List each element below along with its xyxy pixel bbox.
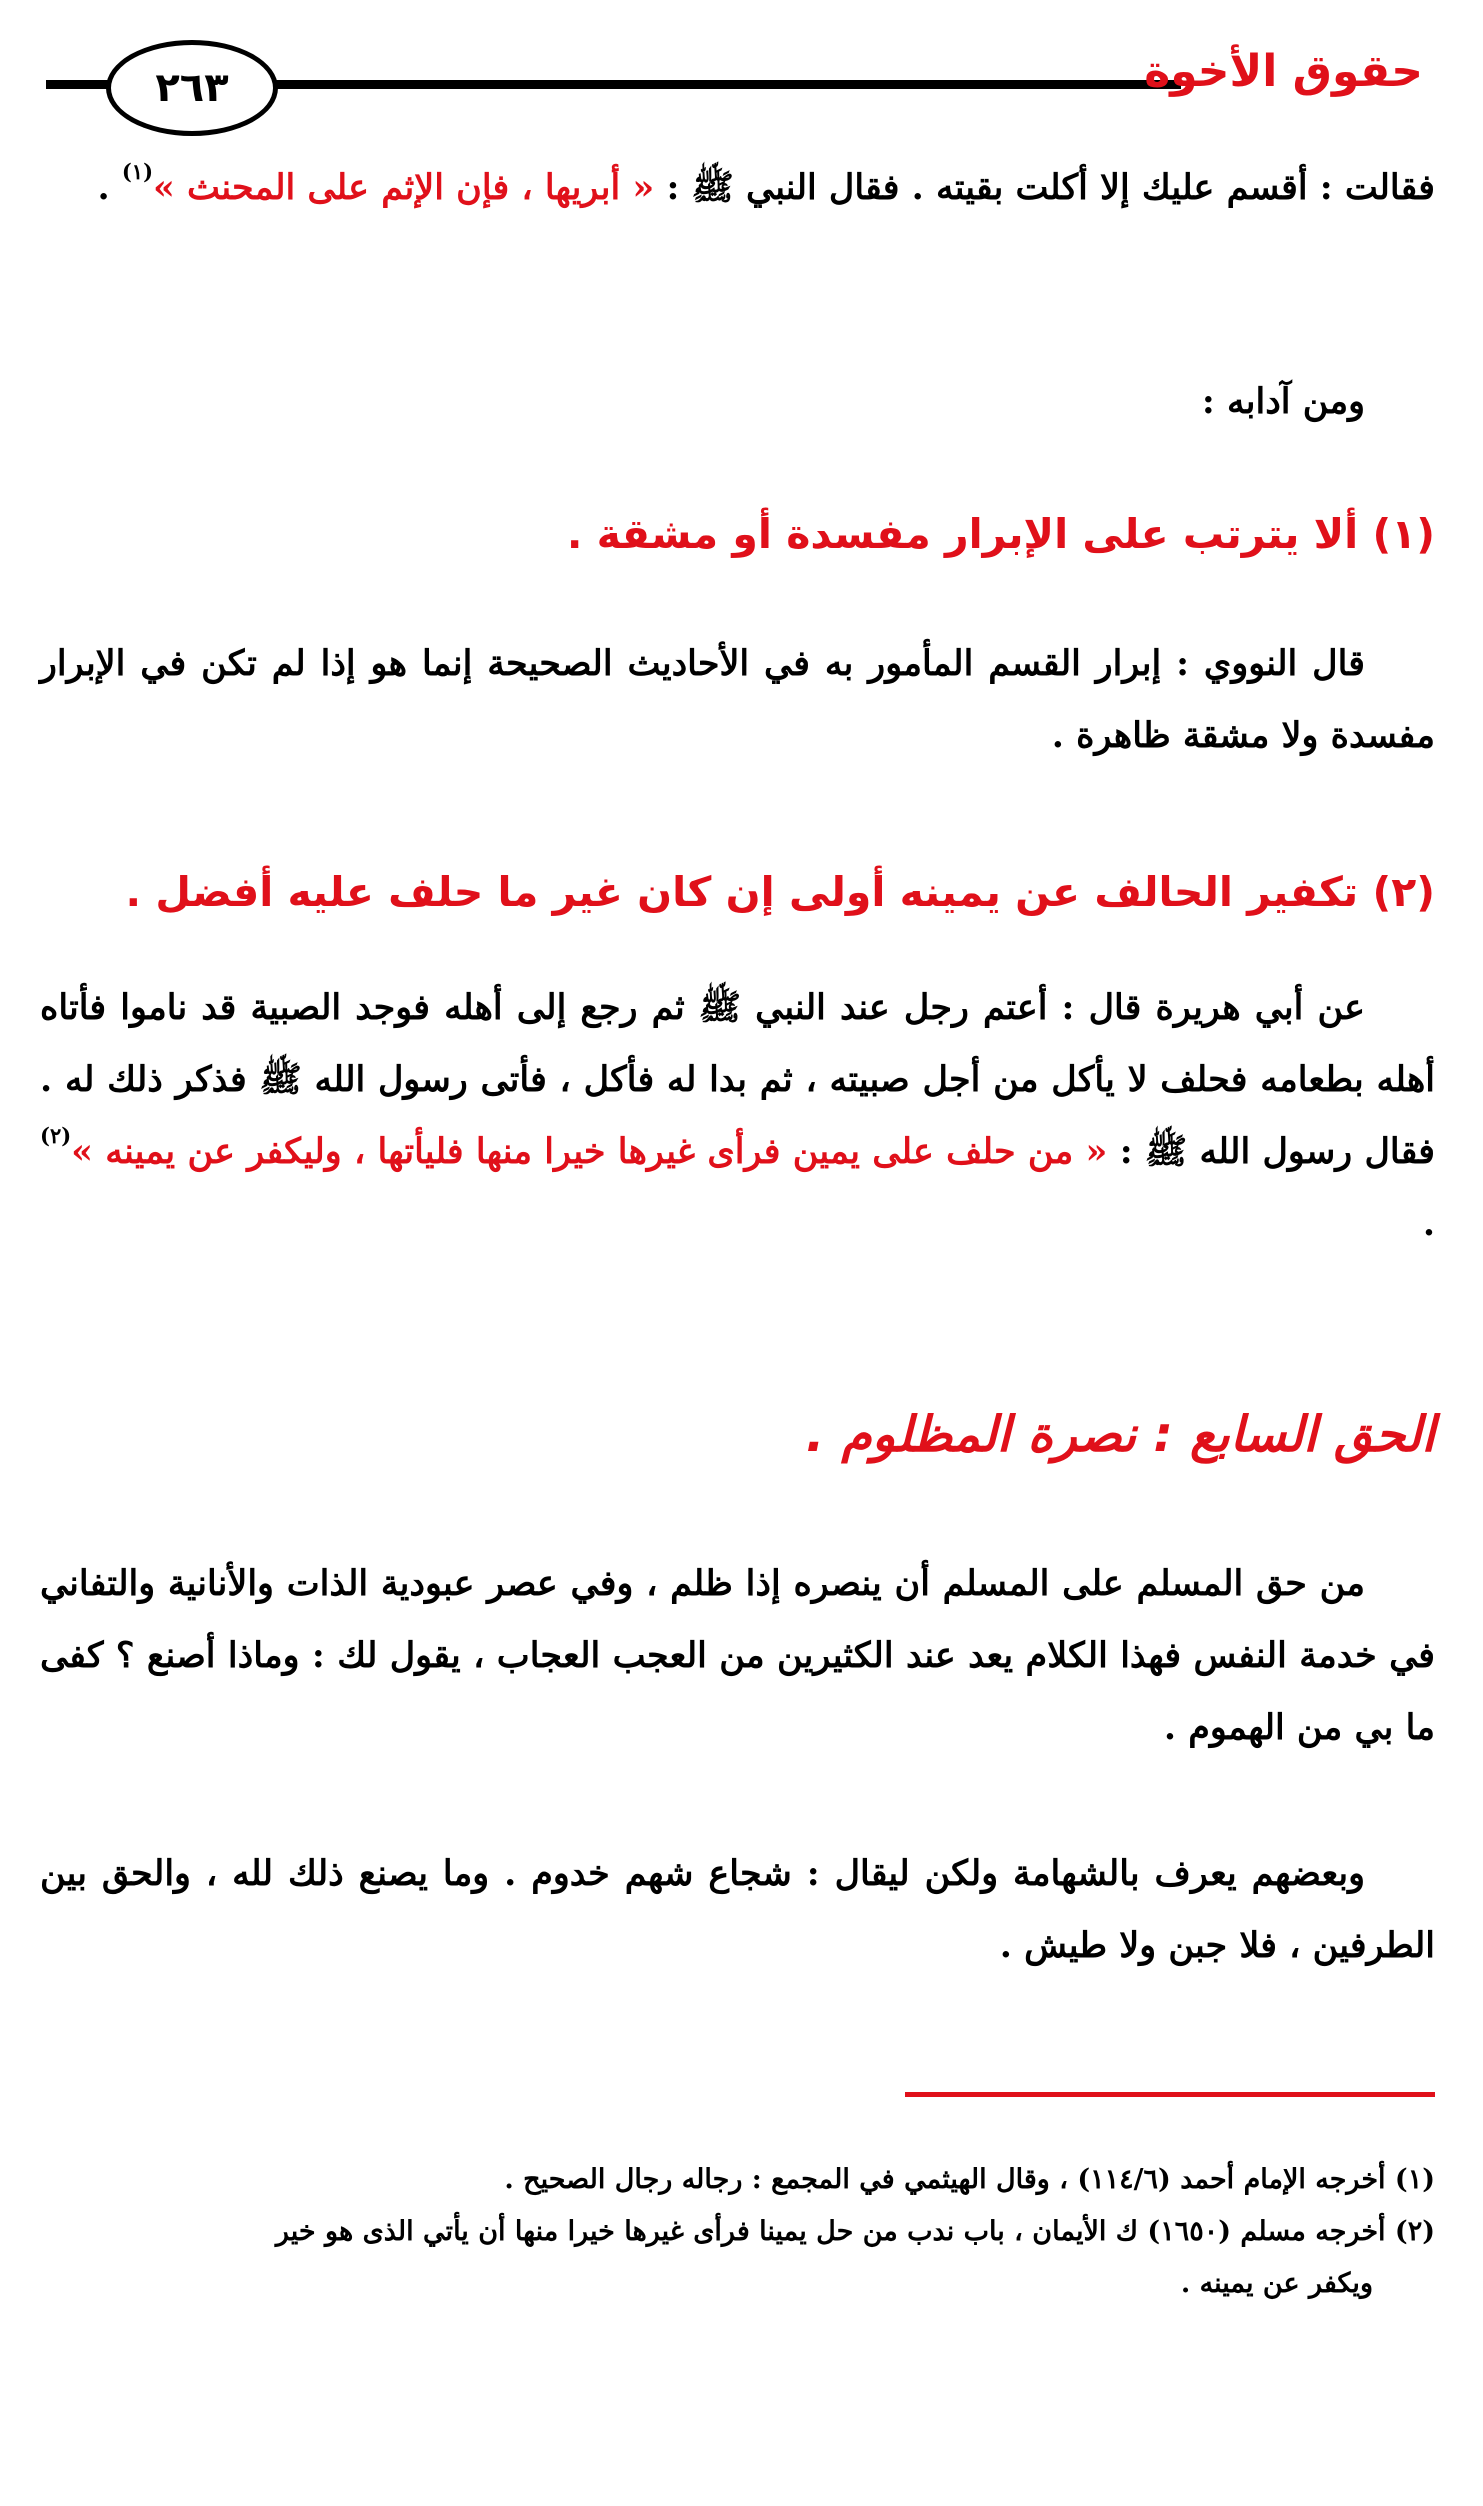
paragraph-text: قال النووي : إبرار القسم المأمور به في الأحاديث الصحيحة إنما هو إذا لم تكن في الإبرار مفسدة ولا مشقة ظاهرة . xyxy=(40,643,1435,756)
footnotes xyxy=(40,2154,1435,2310)
footnote-ref-2: (٢) xyxy=(40,1123,72,1148)
paragraph-text: وبعضهم يعرف بالشهامة ولكن ليقال : شجاع شهم خدوم . وما يصنع ذلك لله ، والحق بين الطرفين ، فلا جبن ولا طيش . xyxy=(40,1853,1435,1966)
numbered-heading-1: (١) ألا يترتب على الإبرار مفسدة أو مشقة . xyxy=(566,510,1435,558)
paragraph-text: ومن آدابه : xyxy=(1201,381,1365,422)
footnote-divider xyxy=(905,2092,1435,2097)
paragraph-text: عن أبي هريرة قال : أعتم رجل عند النبي ﷺ ثم رجع إلى أهله فوجد الصبية قد ناموا فأتاه أهله بطعامه فحلف لا يأكل من أجل صبيته ، ثم بدا له فأكل ، فأتى رسول الله ﷺ فذكر ذلك له . فقال رسول الله ﷺ : xyxy=(40,987,1436,1172)
section-heading: الحق السابع : نصرة المظلوم . xyxy=(805,1406,1435,1463)
paragraph-4 xyxy=(40,972,1435,1260)
paragraph-end: . xyxy=(97,167,122,208)
paragraph-text: من حق المسلم على المسلم أن ينصره إذا ظلم ، وفي عصر عبودية الذات والأنانية والتفاني في خدمة النفس فهذا الكلام يعد عند الكثيرين من العجب العجاب ، يقول لك : وماذا أصنع ؟ كفى ما بي من الهموم . xyxy=(40,1563,1435,1748)
footnote-2: (٢) أخرجه مسلم (١٦٥٠) ك الأيمان ، باب ندب من حل يمينا فرأى غيرها خيرا منها أن يأتي الذى هو خير xyxy=(275,2216,1435,2247)
page-number-oval xyxy=(106,40,278,136)
footnote-1: (١) أخرجه الإمام أحمد (١١٤/٦) ، وقال الهيثمي في المجمع : رجاله رجال الصحيح . xyxy=(504,2164,1435,2195)
paragraph-3 xyxy=(40,628,1435,772)
running-title: حقوق الأخوة xyxy=(1144,46,1423,97)
hadith-quote: « من حلف على يمين فرأى غيرها خيرا منها فليأتها ، وليكفر عن يمينه » xyxy=(71,1131,1108,1172)
paragraph-1 xyxy=(40,152,1435,224)
paragraph-text: فقالت : أقسم عليك إلا أكلت بقيته . فقال النبي ﷺ : xyxy=(654,167,1435,208)
page-number: ٢٦٣ xyxy=(155,65,229,111)
paragraph-2 xyxy=(40,366,1435,438)
paragraph-end: . xyxy=(1422,1203,1435,1244)
hadith-quote: « أبريها ، فإن الإثم على المحنث » xyxy=(153,167,655,208)
paragraph-6 xyxy=(40,1838,1435,1982)
numbered-heading-2: (٢) تكفير الحالف عن يمينه أولى إن كان غير ما حلف عليه أفضل . xyxy=(125,868,1435,916)
paragraph-5 xyxy=(40,1548,1435,1764)
footnote-2-continuation: ويكفر عن يمينه . xyxy=(1180,2268,1373,2299)
footnote-ref-1: (١) xyxy=(121,159,153,184)
